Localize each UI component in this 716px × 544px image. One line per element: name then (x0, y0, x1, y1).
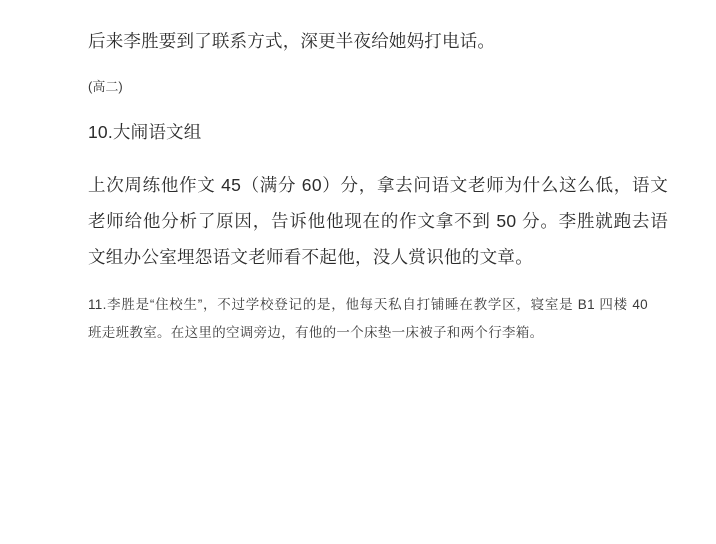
section-heading-10: 10.大闹语文组 (88, 121, 202, 142)
paragraph-grade-note: (高二) (88, 79, 123, 95)
section-body-11: 11.李胜是“住校生”，不过学校登记的是，他每天私自打铺睡在教学区，寝室是 B1 四楼 40 班走班教室。在这里的空调旁边，有他的一个床垫一床被子和两个行李箱。 (88, 297, 648, 341)
section-body-10: 上次周练他作文 45（满分 60）分，拿去问语文老师为什么这么低，语文老师给他分析了原因，告诉他他现在的作文拿不到 50 分。李胜就跑去语文组办公室埋怨语文老师看不起他，没人赏识他的文章。 (88, 174, 668, 267)
paragraph-intro: 后来李胜要到了联系方式，深更半夜给她妈打电话。 (88, 31, 496, 51)
